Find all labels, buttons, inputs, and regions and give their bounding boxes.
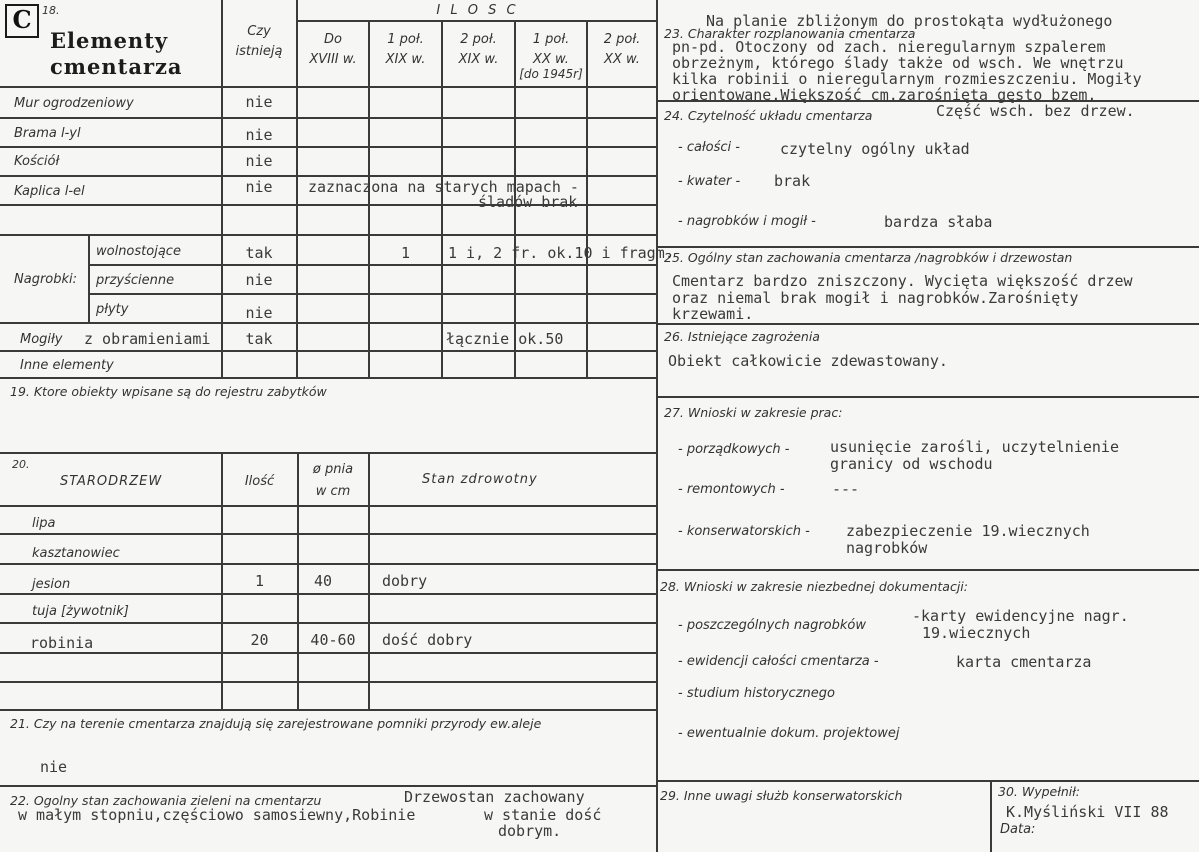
q24-calosci-label: - całości - bbox=[678, 140, 740, 155]
row-kaplica-exists: nie bbox=[245, 178, 273, 196]
col-exists-h2: istnieją bbox=[235, 44, 283, 59]
col-do18-1: Do bbox=[324, 32, 342, 47]
rule bbox=[0, 622, 657, 624]
rule bbox=[990, 780, 992, 852]
row-kosciol-exists: nie bbox=[245, 152, 273, 170]
rule bbox=[368, 452, 370, 710]
q20-number: 20. bbox=[12, 458, 30, 471]
col-do18-2: XVIII w. bbox=[309, 52, 357, 67]
section-c-letter: C bbox=[5, 4, 39, 38]
row-kaplica-note-1: zaznaczona na starych mapach - bbox=[308, 178, 579, 196]
row-wolnostojace-label: wolnostojące bbox=[96, 244, 181, 259]
rule bbox=[0, 350, 657, 352]
ilosc-header: I L O S C bbox=[436, 3, 519, 18]
q25-line1: Cmentarz bardzo zniszczony. Wycięta większość drzew bbox=[672, 272, 1133, 290]
row-mogily-label: Mogiły bbox=[20, 332, 63, 347]
q22-answer-2b: w stanie dość bbox=[484, 806, 602, 824]
tree-count: 20 bbox=[250, 631, 269, 649]
rule bbox=[657, 246, 1199, 248]
rule bbox=[0, 146, 657, 148]
rule bbox=[0, 505, 657, 507]
q25-line2: oraz niemal brak mogił i nagrobków.Zarośnięty bbox=[672, 289, 1079, 307]
row-przyscienne-exists: nie bbox=[245, 271, 273, 289]
rule bbox=[0, 234, 657, 236]
q24-nagrobkow-label: - nagrobków i mogił - bbox=[678, 214, 816, 229]
tree-name: jesion bbox=[32, 577, 71, 592]
col-2pol19-2: XIX w. bbox=[458, 52, 499, 67]
col-1pol20-2: XX w. bbox=[533, 52, 569, 67]
rule bbox=[0, 652, 657, 654]
row-wolnostojace-1pol19: 1 bbox=[400, 244, 411, 262]
q23-line0: Na planie zbliżonym do prostokąta wydłużonego bbox=[706, 12, 1113, 30]
q27-kons-label: - konserwatorskich - bbox=[678, 524, 810, 539]
col-exists-h1: Czy bbox=[247, 24, 271, 39]
q23-line1: pn-pd. Otoczony od zach. nieregularnym szpalerem bbox=[672, 38, 1106, 56]
q22-label: 22. Ogolny stan zachowania zieleni na cmentarzu bbox=[10, 793, 322, 808]
tree-name: robinia bbox=[30, 634, 94, 652]
col-1pol19-1: 1 poł. bbox=[387, 32, 424, 47]
rule bbox=[0, 563, 657, 565]
tree-diam: 40-60 bbox=[310, 631, 356, 649]
row-kaplica-note-2: śladów brak bbox=[478, 193, 578, 211]
q21-label: 21. Czy na terenie cmentarza znajdują się zarejestrowane pomniki przyrody ew.aleje bbox=[10, 716, 542, 731]
nagrobki-label: Nagrobki: bbox=[14, 272, 78, 287]
tree-diam: 40 bbox=[313, 572, 333, 590]
q24-nagrobkow-value: bardza słaba bbox=[884, 213, 993, 231]
q28-posz-label: - poszczególnych nagrobków bbox=[678, 618, 866, 633]
q23-line2: obrzeżnym, którego ślady także od wsch. We wnętrzu bbox=[672, 54, 1124, 72]
row-przyscienne-label: przyścienne bbox=[96, 273, 175, 288]
q24-kwater-label: - kwater - bbox=[678, 174, 741, 189]
q27-porz-2: granicy od wschodu bbox=[830, 455, 993, 473]
row-kaplica-label: Kaplica l-el bbox=[14, 184, 85, 199]
col-2pol20-1: 2 poł. bbox=[603, 32, 641, 47]
rule bbox=[657, 323, 1199, 325]
q27-rem-label: - remontowych - bbox=[678, 482, 785, 497]
q20-col-health: Stan zdrowotny bbox=[422, 472, 538, 487]
rule bbox=[0, 377, 657, 379]
rule bbox=[0, 322, 657, 324]
row-wolnostojace-exists: tak bbox=[245, 244, 273, 262]
row-brama-label: Brama l-yl bbox=[14, 126, 81, 141]
row-brama-exists: nie bbox=[245, 126, 273, 144]
q26-label: 26. Istniejące zagrożenia bbox=[664, 329, 820, 344]
q23-line4: orientowane.Większość cm.zarośnięta gęsto bzem. bbox=[672, 86, 1097, 104]
rule bbox=[0, 593, 657, 595]
rule bbox=[0, 86, 657, 88]
tree-health: dość dobry bbox=[382, 631, 473, 649]
q27-label: 27. Wnioski w zakresie prac: bbox=[664, 405, 843, 420]
q22-answer-1: Drzewostan zachowany bbox=[404, 788, 585, 806]
row-mogily-total: łącznie ok.50 bbox=[446, 330, 564, 348]
q24-kwater-value: brak bbox=[774, 172, 811, 190]
tree-health: dobry bbox=[382, 572, 428, 590]
row-wolnostojace-2pol19: 1 i, 2 fr. ok.10 i fragm. bbox=[448, 244, 674, 262]
q27-kons-1: zabezpieczenie 19.wiecznych bbox=[846, 522, 1090, 540]
q25-line3: krzewami. bbox=[672, 305, 754, 323]
col-1pol20-1: 1 poł. bbox=[532, 32, 570, 47]
rule bbox=[0, 709, 657, 711]
q28-posz-2: 19.wiecznych bbox=[922, 624, 1031, 642]
rule bbox=[441, 20, 443, 378]
q24-calosci-value: czytelny ogólny układ bbox=[780, 140, 970, 158]
q21-answer: nie bbox=[40, 758, 68, 776]
rule bbox=[296, 20, 657, 22]
q19-label: 19. Ktore obiekty wpisane są do rejestru zabytków bbox=[10, 384, 327, 399]
q22-answer-3: dobrym. bbox=[498, 822, 562, 840]
q24-extra: Część wsch. bez drzew. bbox=[936, 102, 1135, 120]
rule bbox=[88, 264, 657, 266]
row-inne-label: Inne elementy bbox=[20, 358, 114, 373]
rule bbox=[368, 20, 370, 378]
row-kosciol-label: Kościół bbox=[14, 154, 60, 169]
q28-ewid-label: - ewidencji całości cmentarza - bbox=[678, 654, 879, 669]
q23-label: 23. Charakter rozplanowania cmentarza bbox=[664, 26, 916, 41]
row-mur-exists: nie bbox=[245, 93, 273, 111]
tree-name: kasztanowiec bbox=[32, 546, 120, 561]
section-title-1: Elementy bbox=[50, 28, 169, 53]
q20-col-diam-2: w cm bbox=[315, 484, 351, 499]
q27-kons-2: nagrobków bbox=[846, 539, 928, 557]
rule bbox=[0, 785, 657, 787]
q20-col-diam-1: ø pnia bbox=[312, 462, 354, 477]
q30-date-label: Data: bbox=[1000, 822, 1036, 837]
q27-porz-1: usunięcie zarośli, uczytelnienie bbox=[830, 438, 1119, 456]
rule bbox=[0, 452, 657, 454]
rule bbox=[0, 533, 657, 535]
q30-value: K.Myśliński VII 88 bbox=[1006, 803, 1169, 821]
q29-label: 29. Inne uwagi służb konserwatorskich bbox=[660, 788, 903, 803]
q20-col-count: Ilość bbox=[244, 474, 275, 489]
rule bbox=[657, 569, 1199, 571]
row-mogily-exists: tak bbox=[245, 330, 273, 348]
col-2pol20-2: XX w. bbox=[604, 52, 640, 67]
rule bbox=[88, 293, 657, 295]
rule bbox=[657, 780, 1199, 782]
section-title-2: cmentarza bbox=[50, 54, 183, 79]
rule bbox=[0, 117, 657, 119]
col-2pol19-1: 2 poł. bbox=[460, 32, 497, 47]
row-mur-label: Mur ogrodzeniowy bbox=[14, 96, 134, 111]
q28-proj-label: - ewentualnie dokum. projektowej bbox=[678, 726, 900, 741]
q28-stud-label: - studium historycznego bbox=[678, 686, 835, 701]
rule bbox=[0, 681, 657, 683]
rule bbox=[88, 234, 90, 322]
q22-answer-2: w małym stopniu,częściowo samosiewny,Robinie bbox=[18, 806, 416, 824]
tree-name: tuja [żywotnik] bbox=[32, 604, 129, 619]
rule bbox=[0, 175, 657, 177]
q27-rem-value: --- bbox=[832, 480, 860, 498]
row-plyty-label: płyty bbox=[96, 302, 129, 317]
tree-name: lipa bbox=[32, 516, 56, 531]
q30-label: 30. Wypełnił: bbox=[998, 784, 1081, 799]
row-plyty-exists: nie bbox=[245, 304, 273, 322]
q28-posz-1: -karty ewidencyjne nagr. bbox=[912, 607, 1129, 625]
q26-answer: Obiekt całkowicie zdewastowany. bbox=[668, 352, 948, 370]
row-mogily-typed: z obramieniami bbox=[84, 330, 211, 348]
q28-label: 28. Wnioski w zakresie niezbednej dokumentacji: bbox=[660, 579, 968, 594]
col-1pol19-2: XIX w. bbox=[385, 52, 426, 67]
center-divider bbox=[656, 0, 658, 852]
section-number: 18. bbox=[42, 4, 60, 17]
rule bbox=[586, 20, 588, 378]
tree-count: 1 bbox=[254, 572, 265, 590]
col-1pol20-3: [do 1945r] bbox=[519, 67, 583, 81]
q25-label: 25. Ogólny stan zachowania cmentarza /nagrobków i drzewostan bbox=[664, 250, 1073, 265]
rule bbox=[657, 396, 1199, 398]
q24-label: 24. Czytelność układu cmentarza bbox=[664, 108, 873, 123]
q27-porz-label: - porządkowych - bbox=[678, 442, 790, 457]
q28-ewid-value: karta cmentarza bbox=[956, 653, 1092, 671]
q20-col-name: STARODRZEW bbox=[60, 474, 163, 489]
q23-line3: kilka robinii o nieregularnym rozmieszczeniu. Mogiły bbox=[672, 70, 1142, 88]
